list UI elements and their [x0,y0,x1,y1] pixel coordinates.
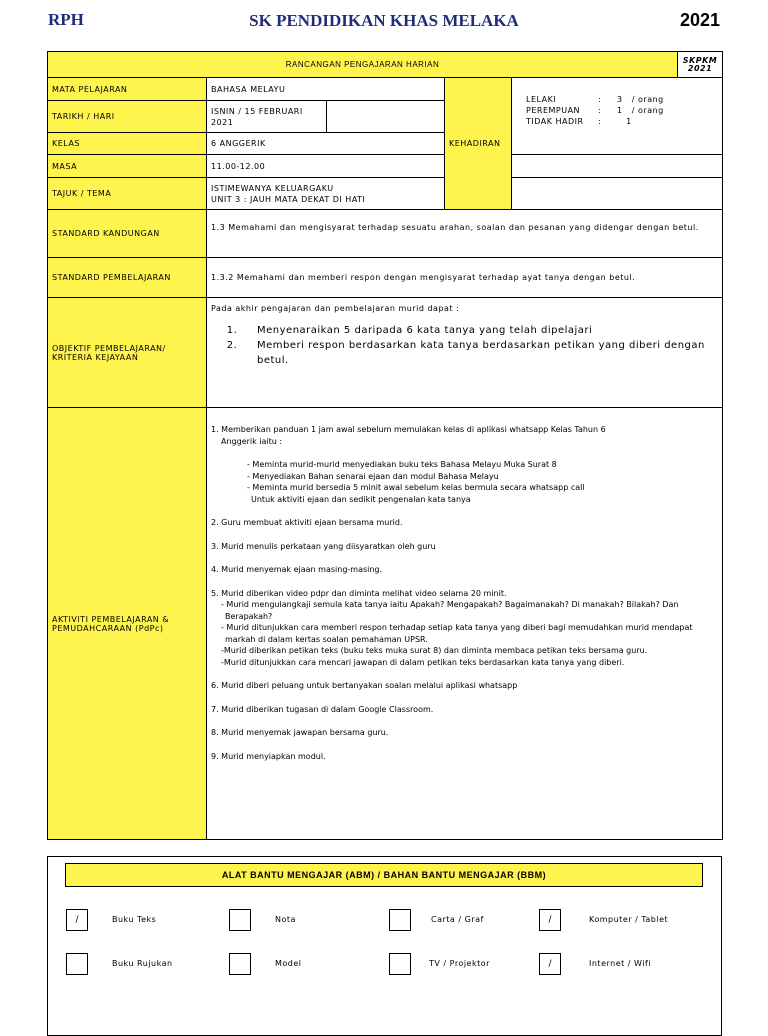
tajuk-value [207,178,445,210]
kehadiran-empty-1 [512,155,723,178]
step-1-tail: Untuk aktiviti ejaan dan sedikit pengenalan kata tanya [251,494,471,504]
aktiviti-label [48,408,207,840]
kehadiran-details [512,78,723,155]
perempuan-unit: / orang [631,106,664,115]
step-7: 7. Murid diberikan tugasan di dalam Google Classroom. [211,704,434,714]
objektif-label [48,298,207,408]
colon: : [598,95,602,104]
label-tv-projektor: TV / Projektor [429,959,490,968]
checkbox-nota[interactable] [229,909,251,931]
rph-table [47,51,723,840]
objektif-item: 1. Menyenaraikan 5 daripada 6 kata tanya yang telah dipelajari [241,323,718,338]
step-6: 6. Murid diberi peluang untuk bertanyakan soalan melalui aplikasi whatsapp [211,681,518,690]
mata-pelajaran-label: MATA PELAJARAN [48,78,207,101]
aktiviti-label-line1: AKTIVITI PEMBELAJARAN & [52,614,170,624]
standard-pembelajaran-label: STANDARD PEMBELAJARAN [48,258,207,298]
step-8: 8. Murid menyemak jawapan bersama guru. [211,728,389,737]
step-1-sub: - Menyediakan Bahan senarai ejaan dan modul Bahasa Melayu [247,471,499,481]
checkbox-model[interactable] [229,953,251,975]
tarikh-value: ISNIN / 15 FEBRUARI 2021 [207,101,327,133]
lelaki-row [526,94,718,105]
standard-kandungan-value: 1.3 Memahami dan mengisyarat terhadap sesuatu arahan, soalan dan pesanan yang didengar dengan betul. [207,221,723,258]
colon: : [598,106,602,115]
objektif-list [211,323,718,368]
step-5-sub: - Murid ditunjukkan cara memberi respon terhadap setiap kata tanya yang diberi bagi memudahkan murid mendapat markah di dalam kertas soalan pemahaman UPSR. [221,623,693,644]
step-4: 4. Murid menyemak ejaan masing-masing. [211,565,383,574]
tidak-hadir-value: 1 [626,117,632,126]
step-1-sub: - Meminta murid bersedia 5 minit awal sebelum kelas bermula secara whatsapp call [247,483,585,492]
label-komputer-tablet: Komputer / Tablet [589,915,669,924]
masa-label: MASA [48,155,207,178]
header-year: 2021 [679,10,720,30]
masa-value: 11.00-12.00 [207,155,445,178]
tidak-hadir-label: TIDAK HADIR [526,117,584,126]
colon: : [598,117,602,126]
aktiviti-label-line2: PEMUDAHCARAAN (PdPc) [52,623,164,633]
step-5-sub: -Murid ditunjukkan cara mencari jawapan di dalam petikan teks berdasarkan kata tanya yang diberi. [221,657,625,667]
checkbox-tv-projektor[interactable] [389,953,411,975]
perempuan-value: 1 [617,106,623,115]
label-carta-graf: Carta / Graf [431,915,484,924]
checkbox-buku-rujukan[interactable] [66,953,88,975]
tarikh-label: TARIKH / HARI [48,101,207,133]
objektif-content [207,298,723,408]
mata-pelajaran-value: BAHASA MELAYU [207,78,445,101]
kelas-value: 6 ANGGERIK [207,133,445,155]
standard-kandungan-label: STANDARD KANDUNGAN [48,210,207,258]
abm-section [47,856,722,1036]
abm-title: ALAT BANTU MENGAJAR (ABM) / BAHAN BANTU MENGAJAR (BBM) [65,863,703,887]
step-5 [211,588,718,669]
objektif-intro: Pada akhir pengajaran dan pembelajaran murid dapat : [211,304,460,313]
label-model: Model [275,959,302,968]
perempuan-label: PEREMPUAN [526,106,581,115]
spacer-row [207,210,723,221]
checkbox-carta-graf[interactable] [389,909,411,931]
kehadiran-empty-2 [512,178,723,210]
step-5-line: 5. Murid diberikan video pdpr dan diminta melihat video selama 20 minit. [211,588,507,598]
tajuk-label: TAJUK / TEMA [48,178,207,210]
label-nota: Nota [275,915,296,924]
lelaki-value: 3 [617,95,623,104]
kehadiran-label: KEHADIRAN [445,78,512,210]
skpkm-badge [678,52,723,78]
tajuk-line1: ISTIMEWANYA KELUARGAKU [211,183,334,193]
aktiviti-content [207,408,723,840]
lelaki-unit: / orang [631,95,664,104]
step-1-sub: - Meminta murid-murid menyediakan buku teks Bahasa Melayu Muka Surat 8 [247,460,557,469]
header-school-name: SK PENDIDIKAN KHAS MELAKA [249,11,519,30]
objektif-item: 2. Memberi respon berdasarkan kata tanya berdasarkan petikan yang diberi dengan betul. [241,338,718,368]
objektif-label-line2: KRITERIA KEJAYAAN [52,352,139,362]
skpkm-line2: 2021 [687,63,713,73]
checkbox-internet-wifi[interactable]: / [539,953,561,975]
tidak-hadir-row [526,116,718,127]
kelas-label: KELAS [48,133,207,155]
label-buku-rujukan: Buku Rujukan [112,959,173,968]
page-title: RANCANGAN PENGAJARAN HARIAN [48,52,678,78]
step-5-sub: -Murid diberikan petikan teks (buku teks muka surat 8) dan diminta membaca petikan teks bersama guru. [221,646,648,655]
checkbox-buku-teks[interactable]: / [66,909,88,931]
step-1-line1: 1. Memberikan panduan 1 jam awal sebelum memulakan kelas di aplikasi whatsapp Kelas Tahun 6 [211,425,606,434]
lelaki-label: LELAKI [526,95,557,104]
step-1 [211,424,718,505]
tajuk-line2: UNIT 3 : JAUH MATA DEKAT DI HATI [211,194,366,204]
step-9: 9. Murid menyiapkan modul. [211,751,326,761]
label-internet-wifi: Internet / Wifi [589,959,652,968]
tarikh-empty-cell [327,101,445,133]
step-5-sub: - Murid mengulangkaji semula kata tanya iaitu Apakah? Mengapakah? Bagaimanakah? Di manakah? Bilakah? Dan Berapakah? [221,600,679,621]
step-2: 2. Guru membuat aktiviti ejaan bersama murid. [211,518,403,527]
label-buku-teks: Buku Teks [112,915,157,924]
skpkm-line1: SKPKM [682,55,718,65]
header-rph: RPH [48,10,84,29]
perempuan-row [526,105,718,116]
standard-pembelajaran-value: 1.3.2 Memahami dan memberi respon dengan mengisyarat terhadap ayat tanya dengan betul. [207,258,723,298]
step-1-line2: Anggerik iaitu : [221,436,283,446]
objektif-label-line1: OBJEKTIF PEMBELAJARAN/ [52,343,166,353]
step-3: 3. Murid menulis perkataan yang diisyaratkan oleh guru [211,541,436,551]
checkbox-komputer-tablet[interactable]: / [539,909,561,931]
